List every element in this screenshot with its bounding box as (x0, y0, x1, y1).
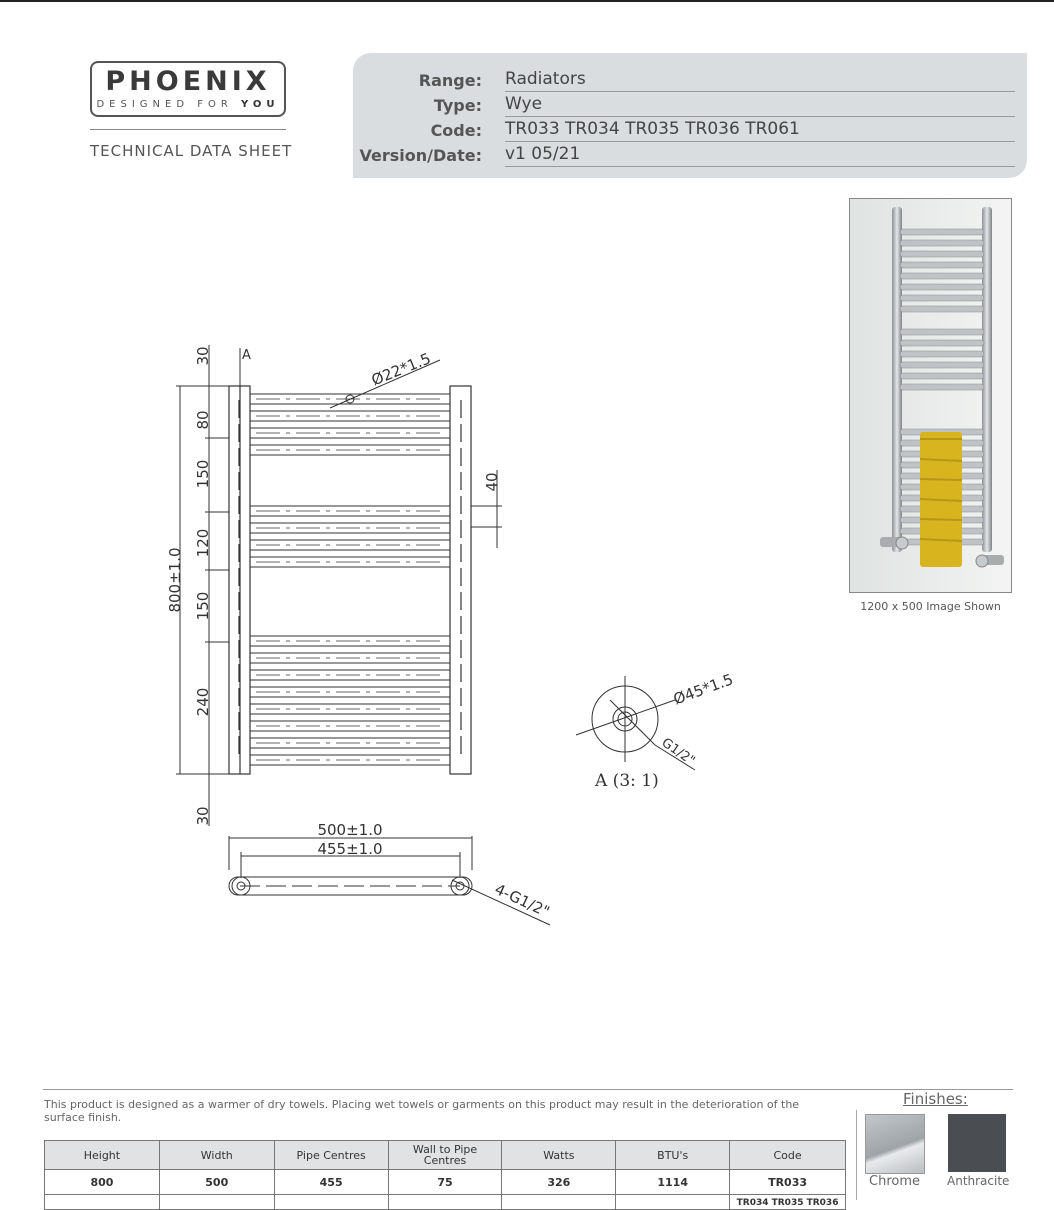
cell-btus: 1114 (616, 1170, 730, 1195)
dim-height-total: 800±1.0 (166, 547, 184, 613)
cell-code: TR034 TR035 TR036 (730, 1195, 846, 1210)
dim-segment-3: 120 (194, 528, 212, 558)
cell-wall-to-pipe: 75 (388, 1170, 502, 1195)
dim-inlet: 4-G1/2" (491, 880, 553, 921)
swatch-chrome (865, 1114, 925, 1174)
col-code: Code (730, 1141, 846, 1170)
detail-thread: G1/2" (658, 735, 698, 769)
swatch-label-chrome: Chrome (869, 1174, 920, 1189)
cell-watts: 326 (502, 1170, 616, 1195)
cell-height (45, 1195, 160, 1210)
col-height: Height (45, 1141, 160, 1170)
info-value: TR033 TR034 TR035 TR036 TR061 (505, 119, 800, 139)
swatch-anthracite (948, 1114, 1006, 1172)
table-header-row (45, 1141, 846, 1170)
detail-scale: A (3: 1) (595, 771, 659, 791)
dim-bottom-offset: 30 (194, 806, 212, 826)
info-value: v1 05/21 (505, 144, 581, 164)
finishes-divider (856, 1110, 857, 1200)
cell-pipe-centres: 455 (274, 1170, 388, 1195)
dim-segment-5: 240 (194, 687, 212, 717)
dim-pipe-centres: 455±1.0 (317, 840, 383, 858)
cell-width: 500 (159, 1170, 274, 1195)
detail-marker: A (242, 348, 251, 363)
col-wall-to-pipe: Wall to Pipe Centres (388, 1141, 502, 1170)
detail-tube: Ø45*1.5 (670, 670, 736, 709)
col-watts: Watts (502, 1141, 616, 1170)
col-btus: BTU's (616, 1141, 730, 1170)
cell-code: TR033 (730, 1170, 846, 1195)
finishes-title: Finishes: (903, 1090, 968, 1108)
info-label: Version/Date: (359, 146, 482, 165)
dim-width: 500±1.0 (317, 821, 383, 839)
table-row (45, 1195, 846, 1210)
cell-watts (502, 1195, 616, 1210)
info-value: Radiators (505, 69, 586, 89)
cell-btus (616, 1195, 730, 1210)
dim-segment-1: 80 (194, 410, 212, 430)
photo-caption: 1200 x 500 Image Shown (860, 600, 1001, 613)
info-label: Code: (430, 121, 482, 140)
dim-gap: 40 (483, 472, 501, 492)
logo-tagline-end: YOU (241, 99, 280, 110)
col-pipe-centres: Pipe Centres (274, 1141, 388, 1170)
cell-height: 800 (45, 1170, 160, 1195)
logo-wordmark: PHOENIX (105, 66, 271, 97)
bottom-divider (43, 1089, 1013, 1090)
col-width: Width (159, 1141, 274, 1170)
cell-wall-to-pipe (388, 1195, 502, 1210)
info-value: Wye (505, 94, 543, 114)
cell-width (159, 1195, 274, 1210)
info-label: Range: (418, 71, 482, 90)
sheet-title: TECHNICAL DATA SHEET (90, 142, 293, 160)
usage-notice: This product is designed as a warmer of dry towels. Placing wet towels or garments on this product may result in the deterioration of the surface finish. (44, 1098, 800, 1124)
cell-pipe-centres (274, 1195, 388, 1210)
logo-tagline-start: DESIGNED FOR (96, 99, 233, 110)
dim-tube: Ø22*1.5 (368, 349, 434, 390)
table-row (45, 1170, 846, 1195)
swatch-label-anthracite: Anthracite (947, 1174, 1010, 1188)
dim-segment-4: 150 (194, 591, 212, 621)
dim-segment-2: 150 (194, 459, 212, 489)
dim-top-offset: 30 (194, 346, 212, 366)
info-label: Type: (433, 96, 482, 115)
